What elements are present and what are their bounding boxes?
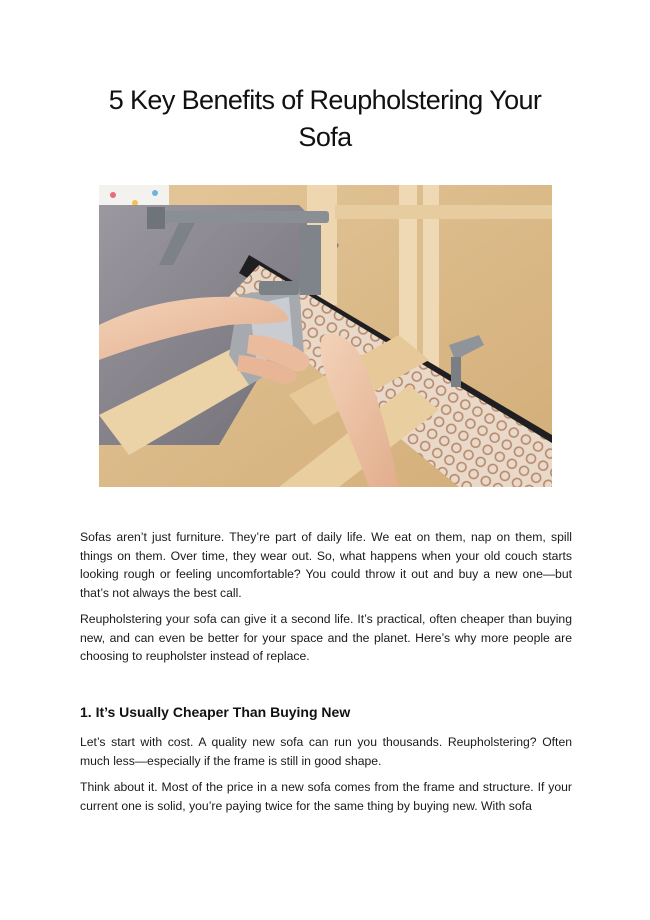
section-paragraph: Let’s start with cost. A quality new sofa can run you thousands. Reupholstering? Often much less—especially if the frame is still in good shape. [80,735,572,768]
intro-paragraph: Sofas aren’t just furniture. They’re part of daily life. We eat on them, nap on them, spill things on them. Over time, they wear out. So, what happens when your old couch starts looking rough or feeling uncomfortable? You could throw it out and buy a new one—but that’s not always the best call. [80,530,572,600]
page-title: 5 Key Benefits of Reupholstering Your Sofa [108,85,542,152]
article-image [99,185,552,487]
section-heading: 1. It’s Usually Cheaper Than Buying New [80,704,351,720]
upholstery-photo-illustration [99,185,552,487]
intro-paragraph-2: Reupholstering your sofa can give it a second life. It’s practical, often cheaper than buying new, and can even be better for your space and the planet. Here’s why more people are choosing to reupholster instead of replace. [80,612,572,663]
section-paragraph-2: Think about it. Most of the price in a new sofa comes from the frame and structure. If your current one is solid, you’re paying twice for the same thing by buying new. With sofa [80,780,572,813]
